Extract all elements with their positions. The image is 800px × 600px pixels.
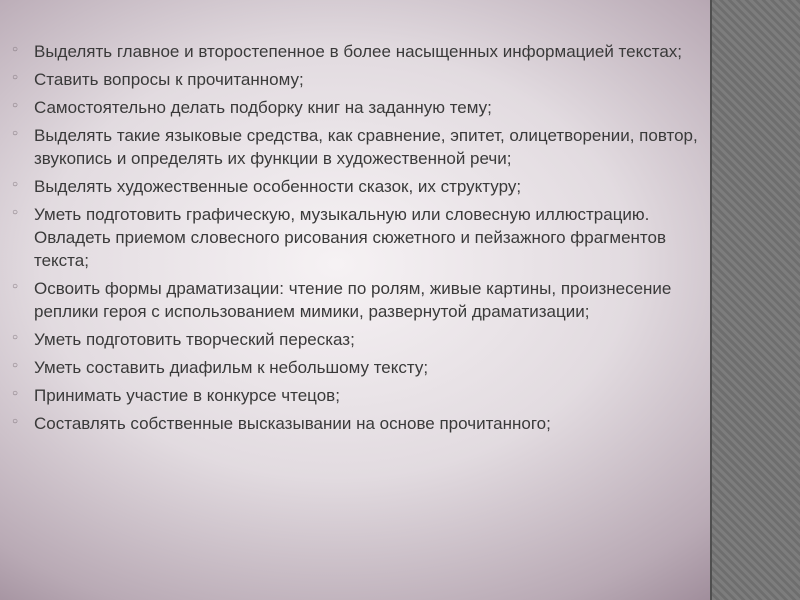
ring-bullet-icon: ○ — [11, 179, 19, 190]
list-item-text: Выделять главное и второстепенное в более насыщенных информацией текстах; — [34, 42, 683, 61]
list-item — [10, 203, 700, 272]
list-item-text: Принимать участие в конкурсе чтецов; — [34, 386, 340, 405]
list-item — [10, 96, 700, 119]
list-item-text: Самостоятельно делать подборку книг на заданную тему; — [34, 98, 492, 117]
list-item-text: Освоить формы драматизации: чтение по ролям, живые картины, произнесение реплики героя с использованием мимики, развернутой драматизации; — [34, 279, 672, 321]
ring-bullet-icon: ○ — [11, 44, 19, 55]
bullet-list — [10, 40, 700, 440]
list-item-text: Уметь подготовить творческий пересказ; — [34, 330, 355, 349]
ring-bullet-icon: ○ — [11, 416, 19, 427]
list-item — [10, 40, 700, 63]
ring-bullet-icon: ○ — [11, 360, 19, 371]
ring-bullet-icon: ○ — [11, 100, 19, 111]
list-item — [10, 68, 700, 91]
decorative-side-stripe — [712, 0, 800, 600]
ring-bullet-icon: ○ — [11, 332, 19, 343]
list-item — [10, 175, 700, 198]
ring-bullet-icon: ○ — [11, 281, 19, 292]
list-item-text: Уметь подготовить графическую, музыкальную или словесную иллюстрацию. Овладеть приемом словесного рисования сюжетного и пейзажного фрагментов текста; — [34, 205, 666, 270]
list-item — [10, 412, 700, 435]
list-item-text: Составлять собственные высказывании на основе прочитанного; — [34, 414, 551, 433]
list-item-text: Ставить вопросы к прочитанному; — [34, 70, 304, 89]
list-item — [10, 356, 700, 379]
ring-bullet-icon: ○ — [11, 72, 19, 83]
list-item — [10, 124, 700, 170]
ring-bullet-icon: ○ — [11, 207, 19, 218]
list-item — [10, 384, 700, 407]
ring-bullet-icon: ○ — [11, 388, 19, 399]
list-item — [10, 277, 700, 323]
list-item-text: Уметь составить диафильм к небольшому тексту; — [34, 358, 429, 377]
ring-bullet-icon: ○ — [11, 128, 19, 139]
list-item-text: Выделять художественные особенности сказок, их структуру; — [34, 177, 522, 196]
list-item-text: Выделять такие языковые средства, как сравнение, эпитет, олицетворении, повтор, звукопись и определять их функции в художественной речи; — [34, 126, 698, 168]
list-item — [10, 328, 700, 351]
